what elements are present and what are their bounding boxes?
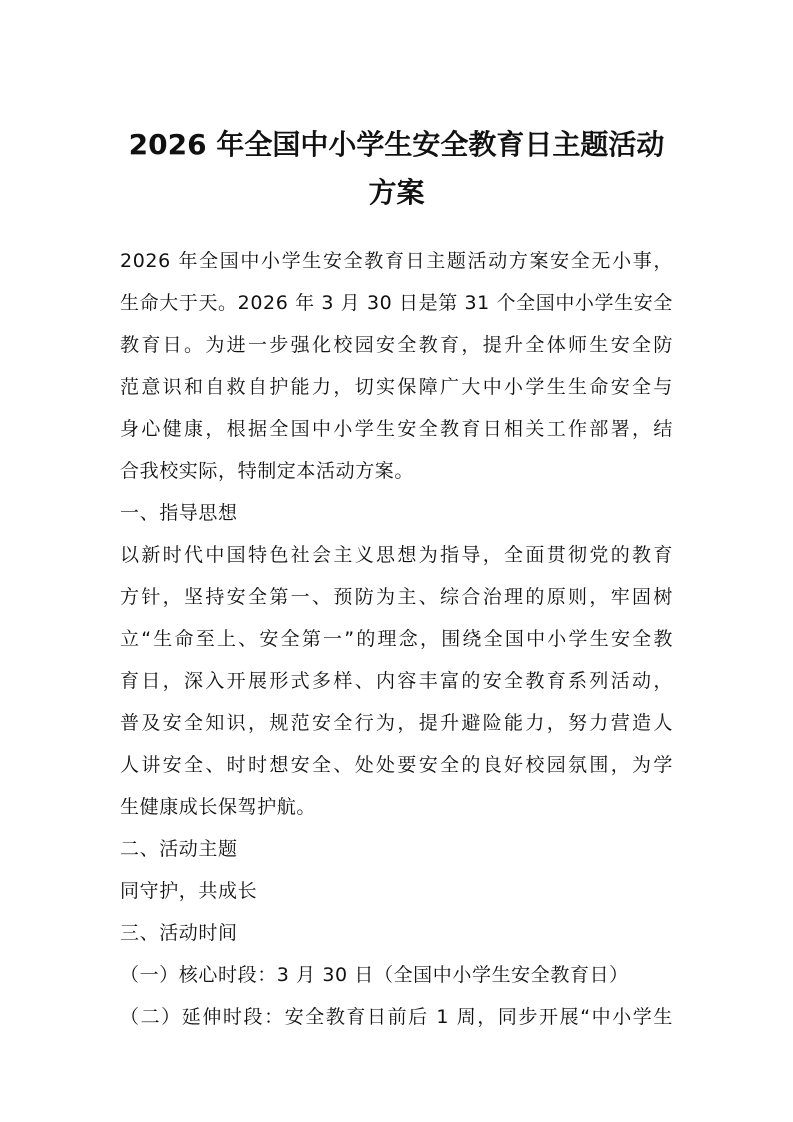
body-line-13: 人讲安全、时时想安全、处处要安全的良好校园氛围，为学 [120, 754, 673, 776]
section-heading-activity-time: 三、活动时间 [120, 922, 238, 944]
body-line-2: 生命大于天。2026 年 3 月 30 日是第 31 个全国中小学生安全 [120, 292, 673, 314]
activity-time-extended: （二）延伸时段：安全教育日前后 1 周，同步开展“中小学生 [120, 1006, 673, 1028]
document-title-line-1: 2026 年全国中小学生安全教育日主题活动 [128, 128, 665, 161]
body-line-12: 普及安全知识，规范安全行为，提升避险能力，努力营造人 [120, 712, 673, 734]
section-heading-guiding-thought: 一、指导思想 [120, 502, 238, 524]
document-title-line-2: 方案 [368, 176, 425, 209]
body-line-11: 育日，深入开展形式多样、内容丰富的安全教育系列活动， [120, 670, 673, 692]
body-line-6: 合我校实际，特制定本活动方案。 [120, 460, 415, 482]
activity-theme-text: 同守护，共成长 [120, 880, 258, 902]
section-heading-activity-theme: 二、活动主题 [120, 838, 238, 860]
body-line-14: 生健康成长保驾护航。 [120, 796, 317, 818]
body-line-1: 2026 年全国中小学生安全教育日主题活动方案安全无小事， [120, 250, 673, 272]
body-line-8: 以新时代中国特色社会主义思想为指导，全面贯彻党的教育 [120, 544, 673, 566]
body-line-9: 方针，坚持安全第一、预防为主、综合治理的原则，牢固树 [120, 586, 673, 608]
body-line-10: 立“生命至上、安全第一”的理念，围绕全国中小学生安全教 [120, 628, 673, 650]
body-line-5: 身心健康，根据全国中小学生安全教育日相关工作部署，结 [120, 418, 673, 440]
body-line-4: 范意识和自救自护能力，切实保障广大中小学生生命安全与 [120, 376, 673, 398]
body-line-3: 教育日。为进一步强化校园安全教育，提升全体师生安全防 [120, 334, 673, 356]
activity-time-core: （一）核心时段：3 月 30 日（全国中小学生安全教育日） [120, 964, 629, 986]
